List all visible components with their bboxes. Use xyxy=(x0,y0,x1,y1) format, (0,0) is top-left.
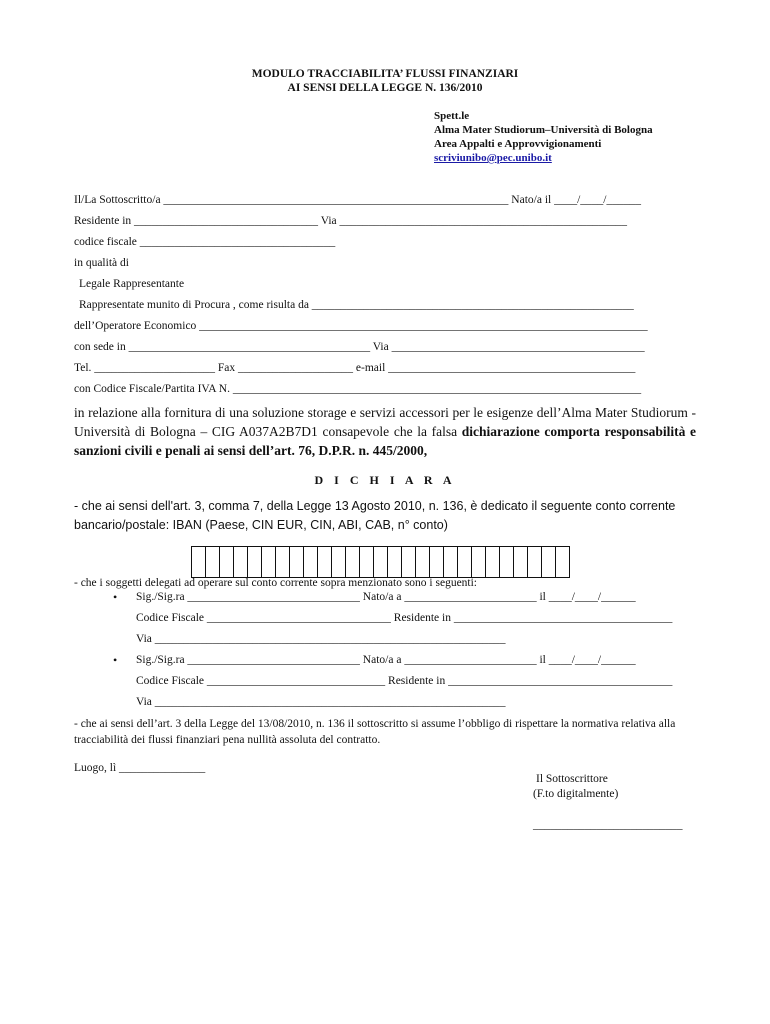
operatore-economico-line[interactable]: dell’Operatore Economico ______________________________________________________________________________ xyxy=(74,320,648,332)
delegato2-via-line[interactable]: Via _____________________________________________________________ xyxy=(136,696,506,708)
iban-cell[interactable] xyxy=(346,547,360,577)
iban-cell[interactable] xyxy=(458,547,472,577)
qualita-label: in qualità di xyxy=(74,257,129,269)
bullet-icon: • xyxy=(113,590,118,604)
residente-line[interactable]: Residente in ________________________________ Via __________________________________________________ xyxy=(74,215,627,227)
form-title: MODULO TRACCIABILITA’ FLUSSI FINANZIARI xyxy=(251,68,519,80)
iban-cell[interactable] xyxy=(304,547,318,577)
delegato1-sig-line[interactable]: Sig./Sig.ra ______________________________ Nato/a a _______________________ il ____/____/______ xyxy=(136,591,636,603)
form-subtitle: AI SENSI DELLA LEGGE N. 136/2010 xyxy=(287,82,483,94)
iban-cell[interactable] xyxy=(500,547,514,577)
iban-grid[interactable] xyxy=(191,546,570,578)
iban-cell[interactable] xyxy=(248,547,262,577)
addressee-office: Area Appalti e Approvvigionamenti xyxy=(434,138,602,150)
iban-cell[interactable] xyxy=(360,547,374,577)
iban-cell[interactable] xyxy=(234,547,248,577)
legale-rappresentante-option[interactable]: Legale Rappresentante xyxy=(79,278,185,290)
addressee-email-link[interactable]: scriviunibo@pec.unibo.it xyxy=(434,152,552,164)
dichiara-heading: D I C H I A R A xyxy=(314,473,456,487)
iban-cell[interactable] xyxy=(192,547,206,577)
codice-fiscale-line[interactable]: codice fiscale __________________________________ xyxy=(74,236,336,248)
luogo-line[interactable]: Luogo, lì _______________ xyxy=(74,762,206,774)
iban-cell[interactable] xyxy=(514,547,528,577)
iban-cell[interactable] xyxy=(556,547,570,577)
iban-cell[interactable] xyxy=(486,547,500,577)
iban-cell[interactable] xyxy=(472,547,486,577)
procura-option-line[interactable]: Rappresentate munito di Procura , come risulta da ________________________________________________________ xyxy=(79,299,634,311)
delegato2-cf-line[interactable]: Codice Fiscale _______________________________ Residente in _______________________________________ xyxy=(136,675,673,687)
iban-cell[interactable] xyxy=(444,547,458,577)
iban-cell[interactable] xyxy=(402,547,416,577)
sottoscritto-line[interactable]: Il/La Sottoscritto/a ____________________________________________________________ Nato/a il ____/____/______ xyxy=(74,194,641,206)
addressee-salutation: Spett.le xyxy=(434,110,470,122)
iban-cell[interactable] xyxy=(290,547,304,577)
delegati-intro: - che i soggetti delegati ad operare sul conto corrente sopra menzionato sono i seguenti: xyxy=(74,577,478,589)
signature-note: (F.to digitalmente) xyxy=(533,788,619,800)
sede-line[interactable]: con sede in __________________________________________ Via ____________________________________________ xyxy=(74,341,645,353)
relazione-text: in relazione alla fornitura di una soluzione storage e servizi accessori per le esigenze dell’Alma Mater Studiorum - Università di Bologna – CIG A037A2B7D1 consapevole che la falsa xyxy=(74,405,696,439)
obbligo-paragraph: - che ai sensi dell’art. 3 della Legge del 13/08/2010, n. 136 il sottoscritto si assume l’obbligo di rispettare la normativa relativa alla tracciabilità dei flussi finanziari pena nullità assoluta del contratto. xyxy=(74,718,676,746)
bullet-icon: • xyxy=(113,653,118,667)
iban-cell[interactable] xyxy=(430,547,444,577)
iban-cell[interactable] xyxy=(542,547,556,577)
iban-cell[interactable] xyxy=(206,547,220,577)
addressee-university: Alma Mater Studiorum–Università di Bologna xyxy=(434,124,653,136)
relazione-paragraph xyxy=(74,403,696,460)
relazione-bold-text: dichiarazione comporta responsabilità e sanzioni civili e penali ai sensi dell’art. 76, D.P.R. n. 445/2000, xyxy=(74,424,696,458)
iban-cell[interactable] xyxy=(388,547,402,577)
iban-cell[interactable] xyxy=(332,547,346,577)
iban-cell[interactable] xyxy=(318,547,332,577)
conto-paragraph: - che ai sensi dell'art. 3, comma 7, della Legge 13 Agosto 2010, n. 136, è dedicato il seguente conto corrente bancario/postale: IBAN (Paese, CIN EUR, CIN, ABI, CAB, n° conto) xyxy=(74,499,676,532)
delegato1-cf-line[interactable]: Codice Fiscale ________________________________ Residente in ______________________________________ xyxy=(136,612,673,624)
delegato2-sig-line[interactable]: Sig./Sig.ra ______________________________ Nato/a a _______________________ il ____/____/______ xyxy=(136,654,636,666)
contact-line[interactable]: Tel. _____________________ Fax ____________________ e-mail ___________________________________________ xyxy=(74,362,636,374)
iban-cell[interactable] xyxy=(374,547,388,577)
iban-cell[interactable] xyxy=(416,547,430,577)
signature-line[interactable]: __________________________ xyxy=(533,819,683,831)
iban-cell[interactable] xyxy=(528,547,542,577)
iban-cell[interactable] xyxy=(220,547,234,577)
iban-cell[interactable] xyxy=(276,547,290,577)
delegato1-via-line[interactable]: Via _____________________________________________________________ xyxy=(136,633,506,645)
signature-label: Il Sottoscrittore xyxy=(536,773,608,785)
addressee-email-row xyxy=(434,152,552,164)
iban-cell[interactable] xyxy=(262,547,276,577)
cf-piva-line[interactable]: con Codice Fiscale/Partita IVA N. _______________________________________________________________________ xyxy=(74,383,642,395)
